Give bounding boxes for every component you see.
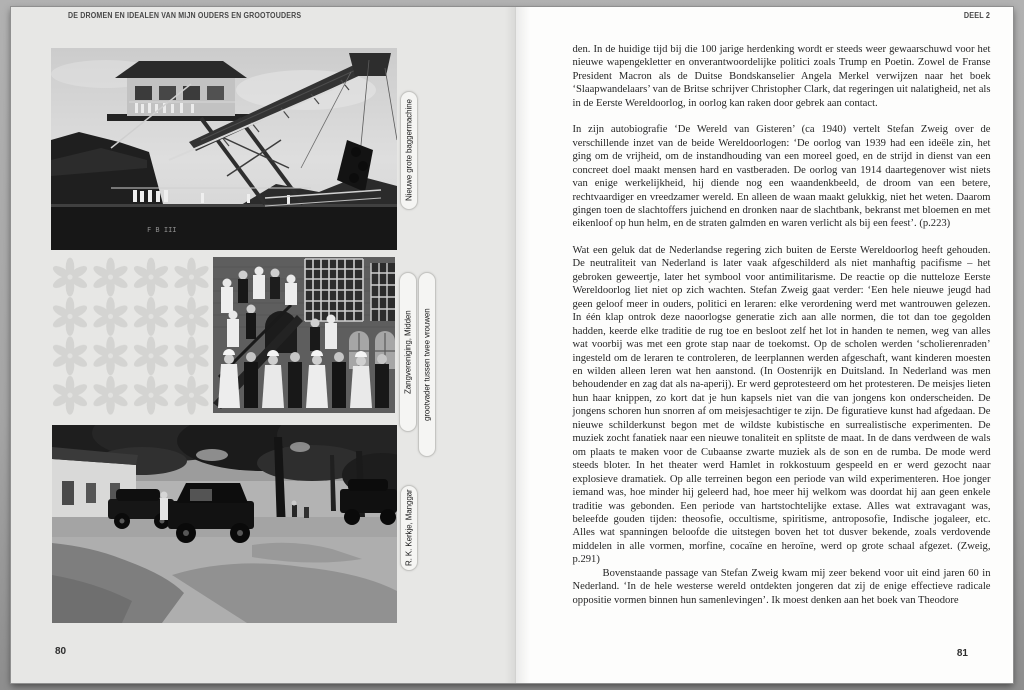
choir-illustration bbox=[213, 257, 395, 413]
page-left bbox=[11, 7, 515, 683]
page-right bbox=[515, 7, 1014, 683]
running-head-right: DEEL 2 bbox=[963, 11, 990, 20]
paragraph: Bovenstaande passage van Stefan Zweig kwam mij zeer bekend voor uit eind jaren 60 in Nederland. ‘In de hele westerse wereld ontdekten jongeren dat zij de enige effectieve radicale oppositie vormen binnen hun samenlevingen’. Ik moest denken aan het boek van Theodore bbox=[572, 567, 991, 606]
photo-caption-dredger: Nieuwe grote baggermachine bbox=[400, 91, 418, 210]
photo-church-road bbox=[52, 425, 397, 623]
church-road-illustration bbox=[52, 425, 397, 623]
flower-ornament bbox=[50, 257, 212, 415]
photo-choir bbox=[213, 257, 395, 413]
dredger-illustration bbox=[51, 48, 397, 250]
paragraph: In zijn autobiografie ‘De Wereld van Gisteren’ (ca 1940) vertelt Stefan Zweig over de verschillende inzet van de beide Wereldoorlogen: ‘De oorlog van 1939 had een ideële zin, het ging om de vrijheid, om de instandhouding van een moreel goed, en de strijd in dienst van een concreet doel maakt mensen hard en vastberaden. De oorlog van 1914 daartegenover wist niets van enige werkelijkheid, hij diende nog een waandenkbeeld, de droom van een betere, rechtvaardiger en vreedzamer wereld. En alleen de waan maakt gelukkig, niet het weten. Daarom gingen toen de slachtoffers juichend en dronken naar de slachtbank, bekranst met bloemen en met eikenloof op hun helm, en de straten galmden en waren verlicht als bij een feest’. (p.223) bbox=[572, 124, 991, 230]
svg-text:F B III: F B III bbox=[147, 226, 177, 234]
body-text bbox=[573, 43, 991, 607]
photo-caption-choir-line2: grootvader tussen twee vrouwen bbox=[418, 272, 436, 457]
photo-caption-choir-line1: Zangvereniging, Midden bbox=[399, 272, 417, 432]
book-spread bbox=[11, 7, 1013, 683]
page-number-right: 81 bbox=[956, 648, 968, 659]
paragraph: den. In de huidige tijd bij die 100 jarige herdenking wordt er steeds weer gewaarschuwd voor het nieuwe wapengekletter en onverantwoordelijke politici zoals Trump en Poetin. Zowel de Franse President Macron als de Duitse Bondskanselier Angela Merkel verwijzen naar het boek ‘Slaapwandelaars’ van de Britse schrijver Christopher Clark, dat regeringen uit nalatigheid, net als in de Eerste Wereldoorlog, in oorlog kan raken door gebrek aan contact. bbox=[572, 44, 991, 109]
paragraph: Wat een geluk dat de Nederlandse regering zich buiten de Eerste Wereldoorlog heeft gehouden. De neutraliteit van Nederland is later vaak afgeschilderd als niet manhaftig pacifisme – het gebroken geweertje, later het symbool voor antimilitarisme. De reactie op die nutteloze Eerste Wereldoorlog liet niet op zich wachten. Stefan Zweig gaat verder: ‘Een hele nieuwe jeugd had geen geloof meer in ouders, politici en leraren: elke verordening werd met wantrouwen gelezen. In één klap ontrok deze naoorlogse generatie zich aan alle normen, die tot dan toe gegolden hadden, keerde elke traditie de rug toe en besloot zelf het lot in handen te nemen, weg van alles wat voorbij was met een grote stap naar de toekomst. Op de scholen werden ‘scholierenraden’ ingesteld om de leraren te controleren, de leerplannen werden afgeschaft, want kinderen moesten en wilden alleen leren wat hen aanstond. (In Oostenrijk en Duitsland. In Nederland was men behoudender en zag dat als na-aperij). Er werd geprotesteerd om het protesteren. De meisjes lieten hun haar knippen, zo kort dat je hun kapsels niet van die van jongens kon onderscheiden. De jongens schoren hun snorren af om meisjesachtiger te zijn. De figuratieve kunst had afgedaan. De nieuwe schilderkunst begon met de wildste kubistische en surrealistische experimenten. De muziek zocht fanatiek naar een nieuwe tonaliteit en splitste de maat. In de dans verdween de wals om plaats te maken voor de Cubaanse zwarte muziek als de son en de rumba. De mode werd steeds bloter. In het theater werd Hamlet in rokkostuum gespeeld en er werd gezocht naar explosieve dramatiek. Op alle terreinen begon een periode van wild experimenteren. Hoe jonger iemand was, hoe minder hij geleerd had, hoe meer hij welkom was doordat hij aan geen enkele traditie was gebonden. Een periode van hartstochtelijke extase. Alles wat extravagant was, beleefde gouden tijden: theosofie, occultisme, spiritisme, antroposofie, Indische jogaleer, etc. Alles wat spanningen beloofde die uitstegen boven het tot dusver bekende, zoals verdovende middelen in alle vormen, morfine, cocaïne en heroïne, werd op grote schaal afgezet. (Zweig, p.291) bbox=[572, 244, 991, 566]
photo-caption-church-road: R. K. Kerkje, Manggar bbox=[400, 485, 418, 571]
page-number-left: 80 bbox=[55, 646, 67, 657]
running-head-left: DE DROMEN EN IDEALEN VAN MIJN OUDERS EN GROOTOUDERS bbox=[68, 11, 302, 20]
photo-dredger bbox=[51, 48, 397, 250]
